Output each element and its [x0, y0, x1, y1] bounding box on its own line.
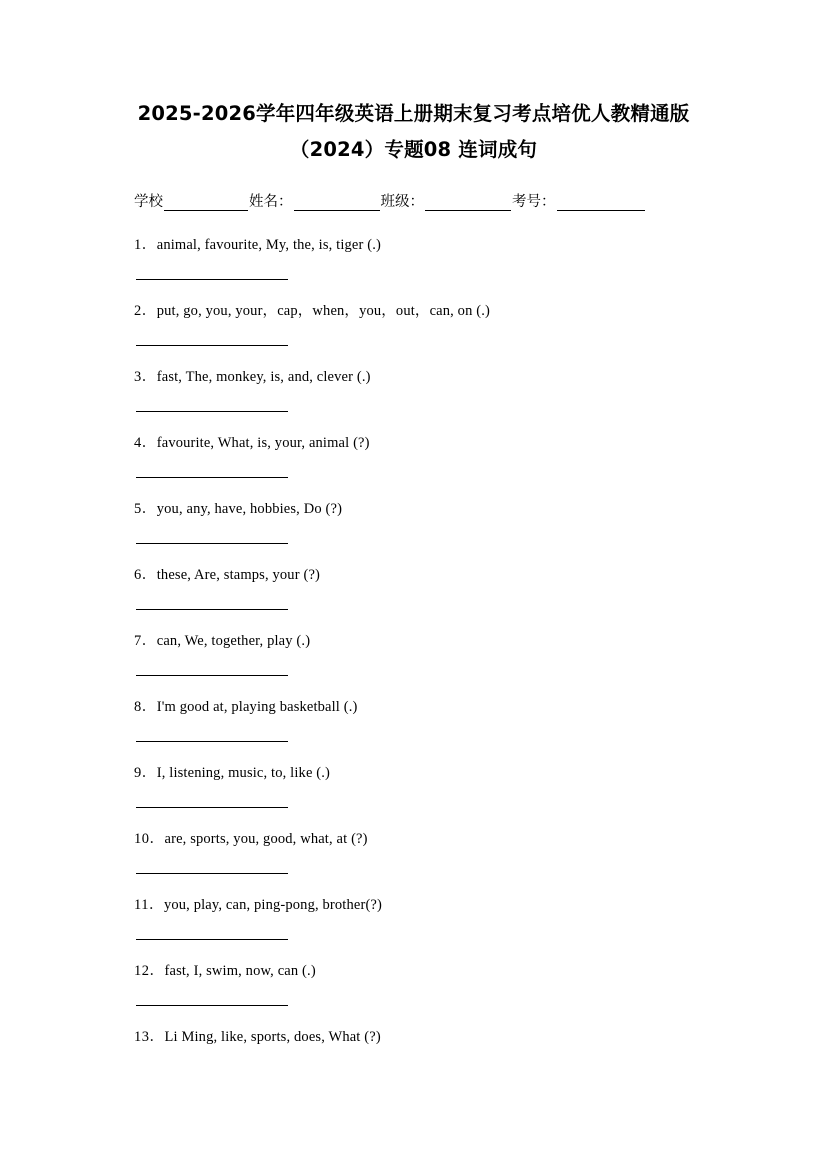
- question-item: [128, 1027, 699, 1047]
- question-number: 9．: [134, 765, 157, 781]
- school-field[interactable]: [134, 190, 249, 211]
- question-text: [128, 565, 699, 585]
- question-body: can, We, together, play (.): [156, 633, 311, 649]
- answer-blank[interactable]: [136, 279, 288, 280]
- school-blank[interactable]: [164, 195, 248, 211]
- question-number: 13．: [134, 1029, 165, 1045]
- answer-blank[interactable]: [136, 807, 288, 808]
- question-body: you, play, can, ping-pong, brother(?): [163, 897, 382, 913]
- question-number: 11．: [134, 897, 164, 913]
- question-item: [128, 631, 699, 676]
- question-number: 8．: [134, 699, 157, 715]
- answer-blank[interactable]: [136, 675, 288, 676]
- question-body: put, go, you, your，cap，when，you，out，can, on (.): [156, 303, 490, 319]
- name-field[interactable]: [249, 190, 381, 211]
- exam-no-blank[interactable]: [557, 195, 645, 211]
- question-item: [128, 433, 699, 478]
- question-body: Li Ming, like, sports, does, What (?): [164, 1029, 381, 1045]
- question-body: I, listening, music, to, like (.): [156, 765, 331, 781]
- question-text: [128, 235, 699, 255]
- question-item: [128, 235, 699, 280]
- question-number: 12．: [134, 963, 165, 979]
- question-text: [128, 367, 699, 387]
- answer-blank[interactable]: [136, 477, 288, 478]
- question-body: fast, I, swim, now, can (.): [164, 963, 316, 979]
- question-text: [128, 1027, 699, 1047]
- question-text: [128, 829, 699, 849]
- class-label: 班级：: [380, 194, 424, 210]
- question-number: 1．: [134, 237, 157, 253]
- answer-blank[interactable]: [136, 345, 288, 346]
- question-item: [128, 961, 699, 1006]
- question-text: [128, 499, 699, 519]
- question-item: [128, 829, 699, 874]
- question-number: 2．: [134, 303, 157, 319]
- question-number: 6．: [134, 567, 157, 583]
- question-item: [128, 565, 699, 610]
- question-body: you, any, have, hobbies, Do (?): [156, 501, 343, 517]
- question-item: [128, 763, 699, 808]
- question-text: [128, 301, 699, 321]
- question-text: [128, 433, 699, 453]
- page-title: 2025-2026学年四年级英语上册期末复习考点培优人教精通版: [137, 102, 690, 125]
- question-body: fast, The, monkey, is, and, clever (.): [156, 369, 371, 385]
- class-blank[interactable]: [425, 195, 511, 211]
- question-item: [128, 895, 699, 940]
- question-text: [128, 631, 699, 651]
- question-number: 7．: [134, 633, 157, 649]
- questions-list: [128, 235, 699, 1047]
- student-info-row: [128, 190, 699, 211]
- question-body: these, Are, stamps, your (?): [156, 567, 321, 583]
- answer-blank[interactable]: [136, 873, 288, 874]
- question-number: 4．: [134, 435, 157, 451]
- answer-blank[interactable]: [136, 609, 288, 610]
- question-text: [128, 961, 699, 981]
- answer-blank[interactable]: [136, 741, 288, 742]
- question-item: [128, 367, 699, 412]
- answer-blank[interactable]: [136, 411, 288, 412]
- name-blank[interactable]: [294, 195, 380, 211]
- class-field[interactable]: [381, 190, 513, 211]
- question-body: favourite, What, is, your, animal (?): [156, 435, 370, 451]
- question-text: [128, 895, 699, 915]
- answer-blank[interactable]: [136, 1005, 288, 1006]
- question-item: [128, 697, 699, 742]
- exam-no-field[interactable]: [512, 190, 646, 211]
- question-body: are, sports, you, good, what, at (?): [164, 831, 368, 847]
- answer-blank[interactable]: [136, 939, 288, 940]
- page-subtitle: （2024）专题08 连词成句: [289, 138, 538, 161]
- question-body: animal, favourite, My, the, is, tiger (.): [156, 237, 382, 253]
- question-item: [128, 301, 699, 346]
- exam-no-label: 考号：: [512, 194, 556, 210]
- school-label: 学校: [134, 194, 163, 210]
- question-number: 10．: [134, 831, 165, 847]
- name-label: 姓名：: [249, 194, 293, 210]
- question-body: I'm good at, playing basketball (.): [156, 699, 358, 715]
- question-item: [128, 499, 699, 544]
- question-text: [128, 697, 699, 717]
- answer-blank[interactable]: [136, 543, 288, 544]
- question-number: 3．: [134, 369, 157, 385]
- question-text: [128, 763, 699, 783]
- question-number: 5．: [134, 501, 157, 517]
